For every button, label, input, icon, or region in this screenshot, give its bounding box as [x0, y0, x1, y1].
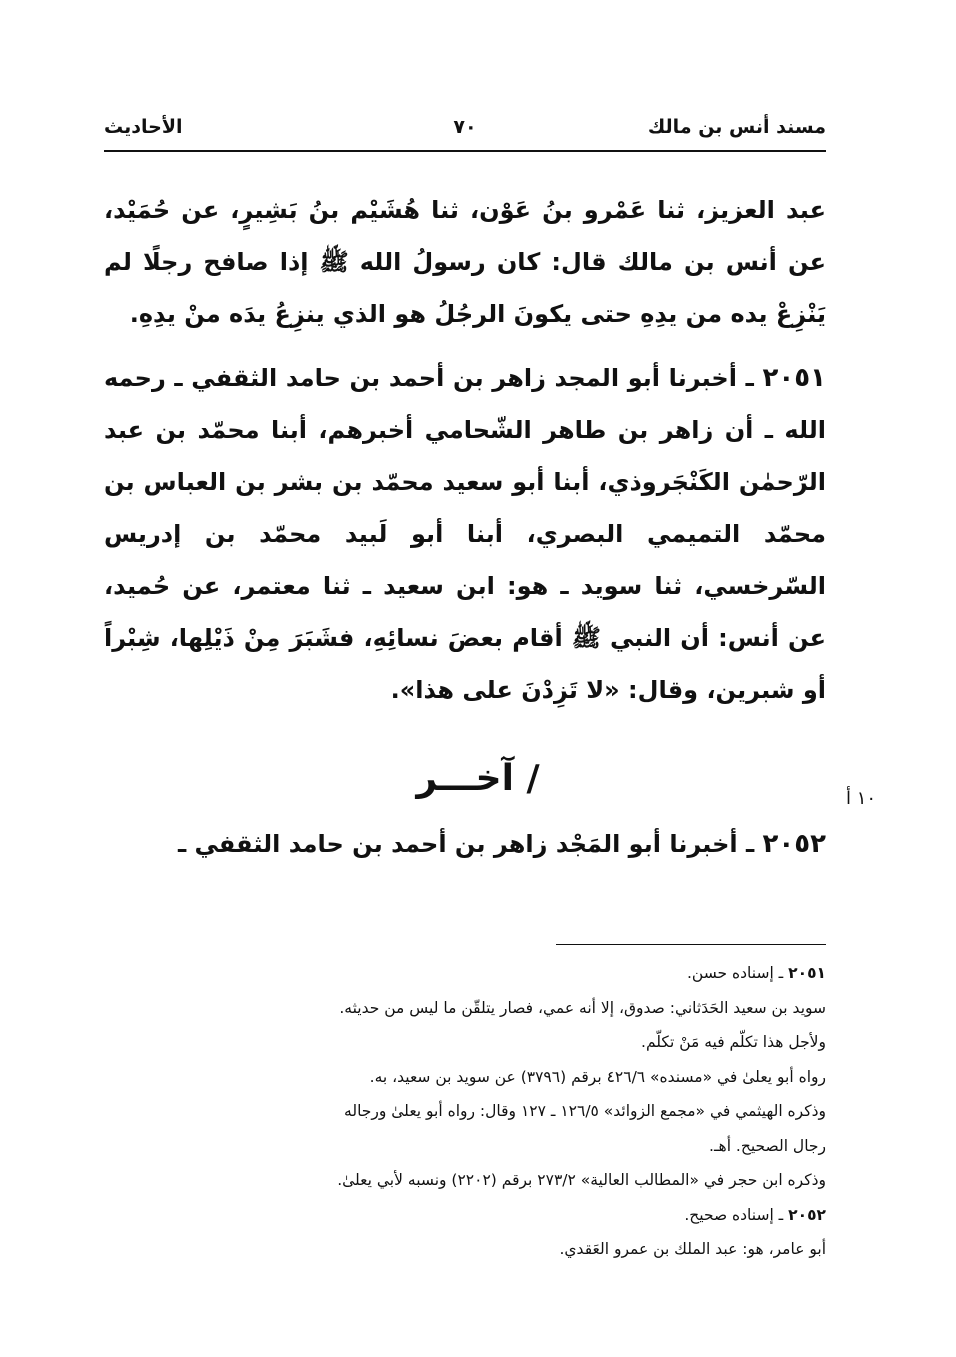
hadith-text: ـ أخبرنا أبو المَجْد زاهر بن أحمد بن حامد الثقفي ـ	[177, 830, 755, 858]
footnote-2052-heading	[104, 1198, 826, 1233]
footnote-separator	[556, 944, 826, 945]
footnote-line: وذكره ابن حجر في «المطالب العالية» ٢٧٣/٢ برقم (٢٢٠٢) ونسبه لأبي يعلىٰ.	[337, 1171, 826, 1189]
page-number: ٧٠	[453, 116, 477, 138]
footnote-grading: ـ إسناده حسن.	[686, 964, 784, 982]
footnote-line: ولأجل هذا تكلّم فيه مَنْ تكلّم.	[641, 1033, 826, 1051]
footnotes-section	[104, 956, 826, 1267]
footnote-grading: ـ إسناده صحيح.	[684, 1205, 784, 1224]
footnote-number: ٢٠٥٢	[788, 1205, 826, 1224]
header-book-title: مسند أنس بن مالك	[647, 116, 826, 138]
hadith-2051-paragraph	[104, 352, 826, 716]
header-section-title: الأحاديث	[104, 116, 183, 138]
footnote-line: أبو عامر، هو: عبد الملك بن عمرو العَقدي.	[559, 1240, 826, 1258]
page-header	[104, 110, 826, 152]
footnote-2051-heading	[104, 956, 826, 991]
footnote-line: رجال الصحيح. أهـ.	[709, 1136, 826, 1155]
footnote-number: ٢٠٥١	[788, 964, 826, 982]
hadith-text: ـ أخبرنا أبو المجد زاهر بن أحمد بن حامد الثقفي ـ رحمه الله ـ أن زاهر بن طاهر الشّحامي أخبرهم، أبنا محمّد بن عبد الرّحمٰن الكَنْجَروذي، أبنا أبو سعيد محمّد بن بشر بن العباس بن محمّد التميمي البصري، أبنا أبو لَبيد محمّد بن إدريس السّرخسي، ثنا سويد ـ هو: ابن سعيد ـ ثنا معتمر، عن حُميد، عن أنس: أن النبي ﷺ أقام بعضَ نسائِهِ، فشَبَرَ مِنْ ذَيْلِها، شِبْراً أو شبرين، وقال: «لا تَزِدْنَ على هذا».	[104, 364, 826, 704]
manuscript-folio-note: ١٠ أ	[846, 788, 877, 809]
section-marker: / آخـــر	[416, 758, 540, 799]
hadith-number: ٢٠٥٢	[762, 829, 826, 859]
footnote-line: رواه أبو يعلىٰ في «مسنده» ٤٢٦/٦ برقم (٣٧٩٦) عن سويد بن سعيد، به.	[369, 1067, 826, 1086]
hadith-number: ٢٠٥١	[762, 363, 827, 393]
hadith-continuation-paragraph: عبد العزيز، ثنا عَمْرو بنُ عَوْن، ثنا هُشَيْم بنُ بَشِيرٍ، عن حُمَيْد، عن أنس بن مالك قال: كان رسولُ الله ﷺ إذا صافح رجلًا لم يَنْزِعْ يده من يدِهِ حتى يكونَ الرجُلُ هو الذي ينزِعُ يدَه منْ يدِهِ.	[104, 196, 826, 328]
hadith-2052-paragraph	[104, 818, 826, 870]
footnote-line: سويد بن سعيد الحَدَثاني: صدوق، إلا أنه عمي، فصار يتلقّن ما ليس من حديثه.	[339, 998, 826, 1017]
footnote-line: وذكره الهيثمي في «مجمع الزوائد» ١٢٦/٥ ـ ١٢٧ وقال: رواه أبو يعلىٰ ورجاله	[344, 1102, 826, 1120]
